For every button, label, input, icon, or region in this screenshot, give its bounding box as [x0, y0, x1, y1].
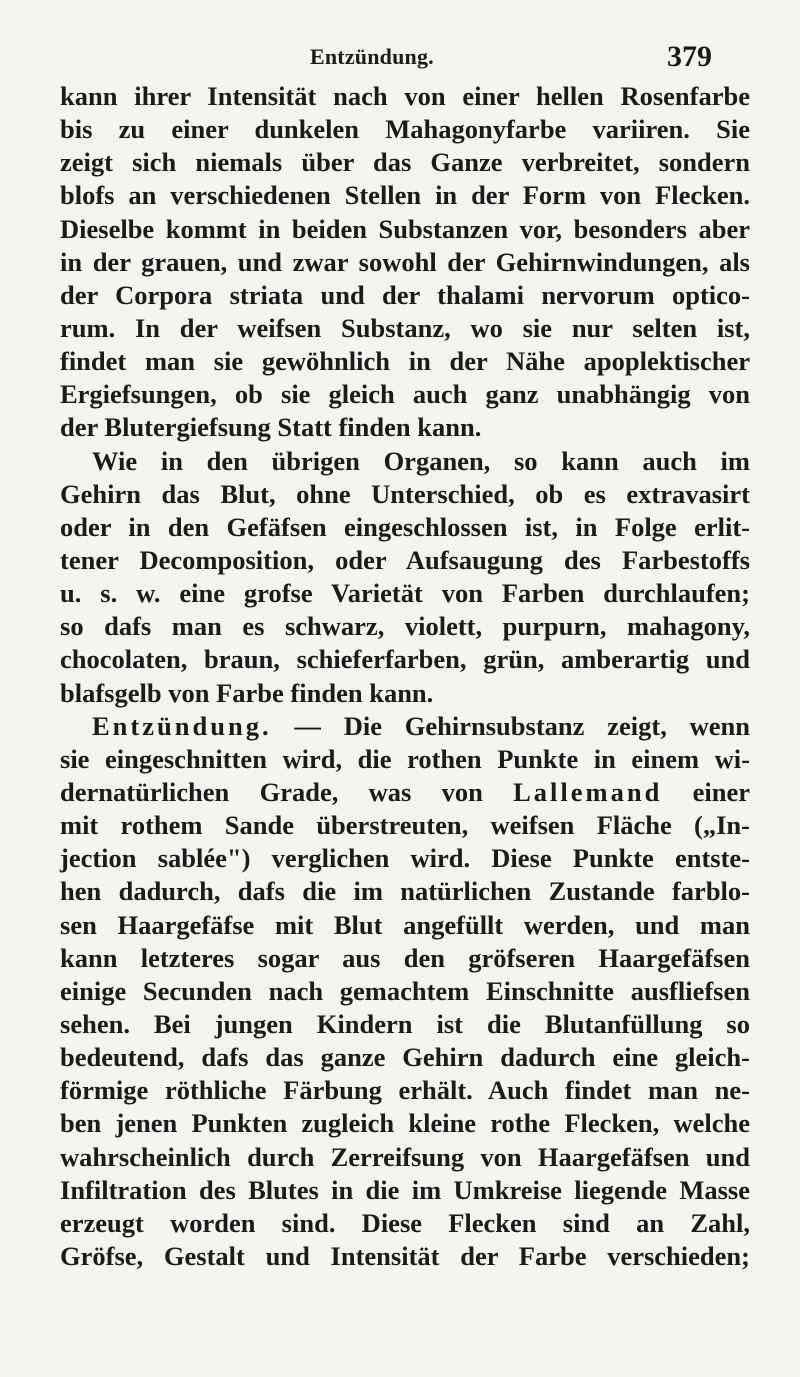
text-line: u. s. w. eine grofse Varietät von Farben durchlaufen;	[60, 578, 750, 609]
section-heading: Entzündung.	[92, 710, 272, 741]
text-line: oder in den Gefäfsen eingeschlossen ist, in Folge erlit-	[60, 511, 750, 542]
text-line: mit rothem Sande überstreuten, weifsen Fläche („In-	[60, 810, 750, 841]
text-line: Wie in den übrigen Organen, so kann auch im	[92, 445, 750, 476]
text-line: hen dadurch, dafs die im natürlichen Zustande farblo-	[60, 876, 750, 907]
text-fragment: dernatürlichen Grade, was von	[60, 776, 483, 807]
text-line	[60, 710, 750, 743]
text-line: jection sablée") verglichen wird. Diese Punkte entste-	[60, 843, 750, 874]
text-line: der Blutergiefsung Statt finden kann.	[60, 412, 482, 443]
text-fragment: einer	[692, 776, 750, 807]
text-line: Dieselbe kommt in beiden Substanzen vor, besonders aber	[60, 213, 750, 244]
text-line: ben jenen Punkten zugleich kleine rothe Flecken, welche	[60, 1108, 750, 1139]
text-fragment: — Die Gehirnsubstanz zeigt, wenn	[294, 710, 751, 741]
text-line: förmige röthliche Färbung erhält. Auch findet man ne-	[60, 1075, 750, 1106]
text-line: wahrscheinlich durch Zerreifsung von Haargefäfsen und	[60, 1141, 750, 1172]
text-line: zeigt sich niemals über das Ganze verbreitet, sondern	[60, 147, 750, 178]
running-head	[0, 38, 800, 78]
text-line: Infiltration des Blutes in die im Umkreise liegende Masse	[60, 1174, 750, 1205]
body-text	[60, 80, 750, 1273]
text-line: tener Decomposition, oder Aufsaugung des Farbestoffs	[60, 544, 750, 575]
text-line: erzeugt worden sind. Diese Flecken sind an Zahl,	[60, 1207, 750, 1238]
text-line: sen Haargefäfse mit Blut angefüllt werden, und man	[60, 909, 750, 940]
text-line: Ergiefsungen, ob sie gleich auch ganz unabhängig von	[60, 379, 750, 410]
running-title: Entzündung.	[310, 44, 434, 69]
text-line: findet man sie gewöhnlich in der Nähe apoplektischer	[60, 346, 750, 377]
text-line: kann letzteres sogar aus den gröfseren Haargefäfsen	[60, 942, 750, 973]
text-line: chocolaten, braun, schieferfarben, grün, amberartig und	[60, 644, 750, 675]
text-line: einige Secunden nach gemachtem Einschnitte ausfliefsen	[60, 975, 750, 1006]
text-line: blafsgelb von Farbe finden kann.	[60, 677, 434, 708]
text-line: Gröfse, Gestalt und Intensität der Farbe verschieden;	[60, 1240, 750, 1271]
text-line: blofs an verschiedenen Stellen in der Form von Flecken.	[60, 180, 750, 211]
text-line: rum. In der weifsen Substanz, wo sie nur selten ist,	[60, 312, 750, 343]
text-line: sie eingeschnitten wird, die rothen Punkte in einem wi-	[60, 743, 750, 774]
text-line: bis zu einer dunkelen Mahagonyfarbe variiren. Sie	[60, 114, 750, 145]
page-number: 379	[667, 40, 712, 73]
text-line: Gehirn das Blut, ohne Unterschied, ob es extravasirt	[60, 478, 750, 509]
text-line: der Corpora striata und der thalami nervorum optico-	[60, 279, 750, 310]
text-line: kann ihrer Intensität nach von einer hellen Rosenfarbe	[60, 81, 750, 111]
author-name: Lallemand	[513, 776, 663, 807]
text-line: in der grauen, und zwar sowohl der Gehirnwindungen, als	[60, 246, 750, 277]
text-line	[60, 776, 750, 809]
text-line: sehen. Bei jungen Kindern ist die Blutanfüllung so	[60, 1008, 750, 1039]
text-line: so dafs man es schwarz, violett, purpurn, mahagony,	[60, 611, 750, 642]
text-line: bedeutend, dafs das ganze Gehirn dadurch eine gleich-	[60, 1042, 750, 1073]
